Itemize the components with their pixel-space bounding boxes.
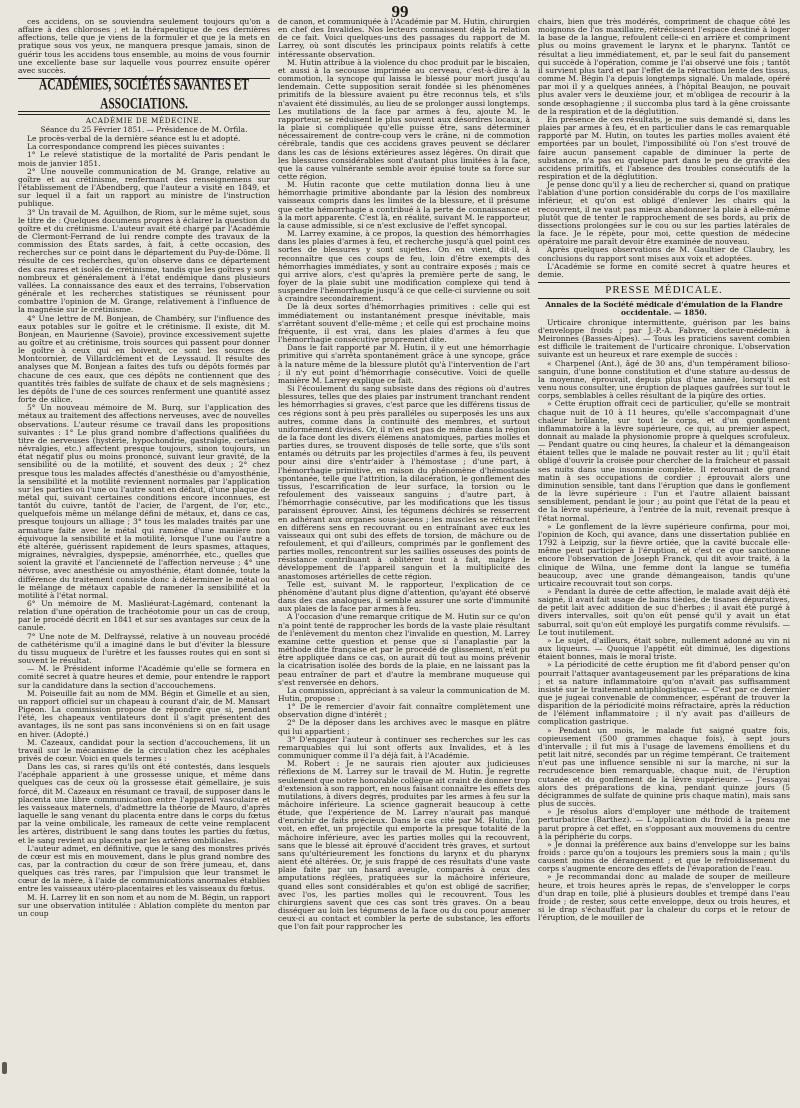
paragraph: M. Larrey examine, à ce propos, la question des hémorrhagies dans les plaies d'armes à feu, et recherche jusqu'à quel point ces sortes de blessures y sont sujettes. On en vient, dit-il, à reconnaître que ces coups de feu, loin d'être exempts des hémorrhagies immédiates, y sont au contraire exposés ; mais ce qui arrive alors, c'est qu'après la première perte de sang, le foyer de la plaie subit une modification complexe qui tend à suspendre l'hémorrhagie jusqu'à ce que celle-ci survienne ou soit à craindre secondairement. <box>278 229 530 304</box>
section-heading-academies: ACADÉMIES, SOCIÉTÉS SAVANTES ET ASSOCIATIONS. <box>39 77 249 113</box>
section-rule <box>538 282 790 283</box>
paragraph: 1° De le remercier d'avoir fait connaître complètement une observation digne d'intérêt ; <box>278 702 530 720</box>
paragraph: — M. le Président informe l'Académie qu'elle se formera en comité secret à quatre heures et demie, pour entendre le rapport sur la candidature dans la section d'accouchemens. <box>18 664 270 690</box>
paragraph: Dans le fait rapporté par M. Hutin, il y eut une hémorrhagie primitive qui s'arrêta spontanément grâce à une syncope, grâce à la nature même de la blessure plutôt qu'à l'intervention de l'art ; il n'y eut point d'hémorrhagie consécutive. Voici de quelle manière M. Larrey explique ce fait. <box>278 343 530 385</box>
paragraph: 3° D'engager l'auteur à continuer ses recherches sur les cas remarquables qui lui sont offerts aux Invalides, et à les communiquer comme il l'a déjà fait, à l'Académie. <box>278 734 530 761</box>
paragraph: » Cette éruption offrait ceci de particulier, qu'elle se montrait chaque nuit de 10 à 11 heures, qu'elle s'accompagnait d'une chaleur brûlante, sur tout le corps, et d'un gonflement inflammatoire à la lèvre supérieure, ce qui, au premier aspect, donnait au malade la physionomie propre à quelques scrofuleux. — Pendant quatre ou cinq heures, la chaleur et la démangeaison étaient telles que le malade ne pouvait rester au lit ; qu'il était obligé d'ouvrir la croisée pour chercher de la fraîcheur et passait ses nuits dans une insomnie complète. Il retournait de grand matin à ses occupations de cordier ; éprouvait alors une diminution sensible, tant dans l'éruption que dans le gonflement de la lèvre supérieure : l'un et l'autre allaient baissant sensiblement, pendant le jour ; au point que l'état de la peau et de la lèvre supérieure, à l'entrée de la nuit, revenait presque à l'état normal. <box>538 399 790 523</box>
paragraph: 3° Un travail de M. Aguilhon, de Riom, sur le même sujet, sous le titre de : Quelques documens propres à éclairer la question du goître et du crétinisme. L'auteur avait été chargé par l'Académie de Clermont-Ferrand de lui rendre compte des travaux de la commission des États sardes, à fait, à cette occasion, des recherches sur ce point dans le département du Puy-de-Dôme. Il résulte de ces recherches, qu'on observe dans ce département des cas rares et isolés de crétinisme, tandis que les goîtres y sont nombreux et généralement à l'état endémique dans plusieurs vallées. La connaissance des eaux et des terrains, l'observation générale et les recherches statistiques se réunissent pour combattre l'opinion de M. Grange, relativement à l'influence de la magnésie sur le crétinisme. <box>18 207 270 315</box>
column-1 <box>18 18 270 1098</box>
paragraph: Je pense donc qu'il y a lieu de rechercher si, quand on pratique l'ablation d'une portion considérable du corps de l'os maxillaire inférieur, et qu'on est obligé d'enlever les chairs qui la recouvrent, il ne vaut pas mieux abandonner la plaie à elle-même plutôt que de tenter le rapprochement de ses bords, au prix de dissections prolongées sur le cou ou sur les parties latérales de la face. Je le répète, pour moi, cette question de médecine opératoire me paraît devoir être examinée de nouveau. <box>538 180 790 247</box>
paragraph: M. H. Larrey lit en son nom et au nom de M. Bégin, un rapport sur une observation intitulée : Ablation complète du menton par un coup <box>18 892 270 918</box>
paragraph: 6° Un mémoire de M. Masliéurat-Lagémard, contenant la relation d'une opération de trachéotomie pour un cas de croup, par le procédé décrit en 1841 et sur ses avantages sur ceux de la canule. <box>18 599 270 633</box>
paragraph: » Pendant la durée de cette affection, le malade avait déjà été saigné, il avait fait usage de bains tièdes, de tisanes dépuratives, de petit lait avec addition de suc d'herbes ; il avait été purgé à divers intervalles, soit qu'on eût pensé qu'il y avait un état saburral, soit qu'on eût employé les purgatifs comme révulsifs. — Le tout inutilement. <box>538 586 790 637</box>
paragraph: 2° De la déposer dans les archives avec le masque en plâtre qui lui appartient ; <box>278 718 530 736</box>
paragraph: Le procès-verbal de la dernière séance est lu et adopté. <box>27 134 241 144</box>
column-3 <box>538 18 790 1098</box>
column-2 <box>278 18 530 1098</box>
paragraph: M. Hutin raconte que cette mutilation donna lieu à une hémorrhagie primitive abondante par la lésion des nombreux vaisseaux compris dans les limites de la blessure, et il présume que cette hémorrhagie a contribué à la perte de connaissance et à la mort apparente. C'est là, en réalité, suivant M. le rapporteur, la cause admissible, si ce n'est exclusive de l'effet syncopal. <box>278 180 530 230</box>
paragraph: » Le sujet, d'ailleurs, était sobre, nullement adonné au vin ni aux liqueurs. — Quoique l'appétit eût diminué, les digestions étaient bonnes, mais le moral triste. <box>538 635 790 662</box>
paragraph: L'Académie se forme en comité secret à quatre heures et demie. <box>538 261 790 279</box>
paragraph: » Je recommandai donc au malade de souper de meilleure heure, et trois heures après le repas, de s'envelopper le corps d'un drap en toile, plié à plusieurs doubles et trempé dans l'eau froide ; de rester, sous cette enveloppe, deux ou trois heures, et si le drap s'échauffait par la chaleur du corps et le retour de l'éruption, de le mouiller de <box>538 872 790 923</box>
paragraph: 4° Une lettre de M. Bonjean, de Chambéry, sur l'influence des eaux potables sur le goître et le crétinisme. Il existe, dit M. Bonjean, en Maurienne (Savoie), province excessivement sujette au goître et au crétinisme, trois sources qui passent pour donner le goître à ceux qui en boivent, ce sont les sources de Montcornier, de Villardclément et de Leyssaud. Il résulte des analyses que M. Bonjean a faites des tufs ou dépôts formés par chacune de ces eaux, que ces dépôts ne contiennent que des quantités très faibles de sulfate de chaux et de sels magnésiens ; les dépôts de l'une de ces sources renferment une quantité assez forte de silice. <box>18 313 270 405</box>
paragraph: » Je résolus alors d'employer une méthode de traitement perturbatrice (Barthez). — L'application du froid à la peau me parut propre à cet effet, en s'opposant aux mouvemens du centre à la périphérie du corps. <box>538 807 790 841</box>
paragraph: 7° Une note de M. Delfrayssé, relative à un nouveau procédé de cathétérisme qu'il a imaginé dans le but d'éviter la blessure du tissu muqueux de l'urètre et les fausses routes qui en sont si souvent le résultat. <box>18 631 270 666</box>
paragraph: Telle est, suivant M. le rapporteur, l'explication de ce phénomène d'autant plus digne d'attention, qu'ayant été observé dans des cas analogues, il semble assurer une sorte d'immunité aux plaies de la face par armes à feu. <box>278 579 530 614</box>
section-rule <box>538 298 790 299</box>
paragraph: chairs, bien que très modérés, compriment de chaque côté les moignons de l'os maxillaire, rétrécissent l'espace destiné à loger la base de la langue, refoulent celle-ci en arrière et compriment plus ou moins gravement le larynx et le pharynx. Tantôt ce résultat a lieu immédiatement, et, par le seul fait du pansement qui succède à l'opération, comme je l'ai observé une fois ; tantôt il survient plus tard et par l'effet de la rétraction lente des tissus, comme M. Bégin l'a depuis longtemps signalé. Un malade, opéré par moi il y a quelques années, à l'hôpital Beaujon, ne pouvait plus avaler vers le deuxième jour, et m'obligea de recourir à la sonde œsophagienne ; il succomba plus tard à la gêne croissante de la respiration et de la déglutition. <box>538 18 790 116</box>
academy-name: ACADÉMIE DE MÉDECINE. <box>85 116 203 126</box>
paragraph: La correspondance comprend les pièces suivantes : <box>27 142 225 152</box>
paragraph: ces accidens, on se souviendra seulement toujours qu'on a affaire à des chloroses ; et la thérapeutique de ces dernières affections, telle que je viens de la formuler et que je la mets en pratique sous vos yeux, ne manquera presque jamais, sinon de guérir tous les accidens tous ensemble, au moins de vous fournir une excellente base sur laquelle vous pourrez ensuite opérer avec succès. <box>18 18 270 75</box>
paragraph: 1° Le relevé statistique de la mortalité de Paris pendant le mois de janvier 1851. <box>18 150 270 168</box>
paragraph: En présence de ces résultats, je me suis demandé si, dans les plaies par armes à feu, et en particulier dans le cas remarquable rapporté par M. Hutin, on toutes les parties molles avaient été emportées par un boulet, l'impossibilité où l'on s'est trouvé de faire aucun pansement capable de diminuer la perte de substance, n'a pas eu quelque part dans le peu de gravité des accidens primitifs, et l'absence des troubles consécutifs de la respiration et de la déglutition. <box>538 114 790 181</box>
paragraph: Dans les cas, si rares qu'ils ont été contestés, dans lesquels l'acéphale apparient à une grossesse unique, et même dans quelques cas de ceux où la grossesse était gémellaire, je suis forcé, dit M. Cazeaux en résumant ce travail, de supposer dans le placenta une libre communication entre l'appareil vasculaire et les vaisseaux maternels, d'admettre la théorie de Mauro, d'après laquelle le sang venant du placenta entre dans le corps du fœtus par la veine ombilicale, les rameaux de cette veine remplacent les artères, distribuent le sang dans toutes les parties du fœtus, et le sang revient au placenta par les artères ombilicales. <box>18 762 270 845</box>
ink-mark <box>2 1062 7 1074</box>
paragraph: 2° Une nouvelle communication de M. Grange, relative au goître et au crétinisme, renfermant des renseignemens sur l'établissement de l'Abendberg, que l'auteur a visité en 1849, et sur lequel il a fait un rapport au ministre de l'instruction publique. <box>18 166 270 209</box>
paragraph: A l'occasion d'une remarque critique de M. Hutin sur ce qu'on n'a point tenté de rapprocher les bords de la vaste plaie résultant de l'enlèvement du menton chez l'invalide en question, M. Larrey examine cette question et pense que si l'anaplastie par la méthode dite française et par le procédé de glissement, n'eût pu être appliquée dans ce cas, on aurait dû tout au moins prévenir la cicatrisation isolée des bords de la plaie, en ne laissant pas la peau entraîner de part et d'autre la membrane muqueuse qui s'est renversée en dehors. <box>278 612 530 687</box>
paragraph: L'auteur admet, en définitive, que le sang des monstres privés de cœur est mis en mouvement, dans le plus grand nombre des cas, par la contraction du cœur de son frère jumeau, et, dans quelques cas très rares, par l'impulsion que leur transmet le cœur de la mère, à l'aide de communications anormales établies entre les vaisseaux utéro-placentaires et les vaisseaux du fœtus. <box>18 843 270 894</box>
paragraph: M. Cazeaux, candidat pour la section d'accouchemens, lit un travail sur le mécanisme de la circulation chez les acéphales privés de cœur. Voici en quels termes : <box>18 737 270 763</box>
paragraph: La commission, appréciant à sa valeur la communication de M. Hutin, propose : <box>278 685 530 703</box>
paragraph: Urticaire chronique intermittente, guérison par les bains d'enveloppe froids ; par J.-P.-A. Fabvre, docteur-médecin à Meironnes (Basses-Alpes). — Tous les praticiens savent combien est difficile le traitement de l'urticaire chronique. L'observation suivante est un heureux et rare exemple de succès : <box>538 317 790 360</box>
columns <box>18 18 790 1098</box>
paragraph: » Le gonflement de la lèvre supérieure confirma, pour moi, l'opinion de Koch, qui avance, dans une dissertation publiée en 1792 à Leipzig, sur la fièvre ortiée, que la cavité buccale elle-même peut participer à l'éruption, et c'est ce que sanctionne encore l'observation de Joseph Franck, qui dit avoir traité, à la clinique de Wilna, une femme dont la langue se tuméfia beaucoup, avec une grande démangeaison, tandis qu'une urticaire recouvrait tout son corps. <box>538 521 790 588</box>
page-number: 99 <box>391 2 409 21</box>
section-heading-press: PRESSE MÉDICALE. <box>605 284 723 296</box>
paragraph: Si l'écoulement du sang subsiste dans des régions où d'autres blessures, telles que des plaies par instrument tranchant rendent les hémorrhagies si graves, c'est parce que les différens tissus de ces régions sont à peu près paralléles ou superposés les uns aux autres, comme dans la continuité des membres, et surtout uniformément divisés. Or, il n'en est pas de même dans la région de la face dont les divers élémens anatomiques, parties molles et parties dures, se trouvent disposés de telle sorte, que s'ils sont entamés ou détruits par les projectiles d'armes à feu, ils peuvent pour ainsi dire s'entr'aider à l'hémostase ; d'une part, à l'hémorrhagie primitive, en raison du phénomène d'hémostasie spontanée, telle que l'attrition, la dilacération, le gonflement des tissus, l'escarrification de leur surface, la torsion ou le refoulement des vaisseaux sanguins ; d'autre part, à l'hémorrhagie consécutive, par les modifications que les tissus paraissent éprouver. Ainsi, les tégumens déchirés se resserrent en adhérant aux organes sous-jacens ; les muscles se rétractent en différens sens en recouvrant ou en entraînant avec eux les vaisseaux qui ont subi des effets de torsion, de mâchure ou de refoulement, et qui d'ailleurs, comprimés par le gonflement des parties molles, rencontrent sur les saillies osseuses des points de résistance contribuant à oblitérer tout à fait, malgré le développement de l'appareil sanguin et la multiplicité des anastomoses artérielles de cette région. <box>278 384 530 581</box>
paragraph: Après quelques observations de M. Gaultier de Claubry, les conclusions du rapport sont mises aux voix et adoptées. <box>538 245 790 263</box>
paragraph: de canon, et communiquée à l'Académie par M. Hutin, chirurgien en chef des Invalides. Nos lecteurs connaissent déjà la relation de ce fait. Voici quelques-uns des passages du rapport de M. Larrey, où sont discutés les principaux points relatifs à cette intéressante observation. <box>278 18 530 59</box>
paragraph: M. Poiseuille fait au nom de MM. Bégin et Gimelle et au sien, un rapport officiel sur un chapeau à courant d'air, de M. Mansart Pigeon. La commission propose de répondre que si, pendant l'été, les chapeaux ventilateurs dont il s'agit présentent des avantages, ils ne sont pas sans inconvéniens si on en fait usage en hiver. (Adopté.) <box>18 688 270 739</box>
paragraph: M. Robert : Je ne saurais rien ajouter aux judicieuses réflexions de M. Larrey sur le travail de M. Hutin. Je regrette seulement que notre honorable collègue ait craint de donner trop d'extension à son rapport, en nous faisant connaître les effets des mutilations, à divers degrés, produites par les armes à feu sur la mâchoire inférieure. La science gagnerait beaucoup à cette étude, que l'expérience de M. Larrey n'aurait pas manqué d'enrichir de faits précieux. Dans le cas cité par M. Hutin, l'on voit, en effet, un projectile qui emporte la presque totalité de la mâchoire inférieure, avec les parties molles qui la recouvrent, sans que le blessé ait éprouvé d'accident très graves, et surtout sans qu'ultérieurement les fonctions du larynx et du pharynx aient été altérées. Or, je suis frappé de ces résultats d'une vaste plaie faite par un hasard aveugle, comparés à ceux des amputations réglées, pratiquées sur la mâchoire inférieure, quand elles sont considérables et qu'on est obligé de sacrifier, avec l'os, les parties molles qui le recouvrent. Tous les chirurgiens savent que ces cas sont très graves. On a beau disséquer au loin les tégumens de la face ou du cou pour amener ceux-ci au contact et combler la perte de substance, les efforts que l'on fait pour rapprocher les <box>278 759 530 932</box>
paragraph: « Charpenel (Ant.), âgé de 30 ans, d'un tempérament bilioso-sanguin, d'une bonne constitution et d'une stature au-dessus de la moyenne, éprouvait, depuis plus d'une année, lorsqu'il est venu nous consulter, une éruption de plaques gaufrées sur tout le corps, semblables à celles résultant de la piqûre des orties. <box>538 358 790 401</box>
paragraph: » La périodicité de cette éruption me fit d'abord penser qu'on pourrait l'attaquer avantageusement par les préparations de kina ; et sa nature inflammatoire qu'on n'avait pas suffisamment insisté sur le traitement antiphlogistique. — C'est par ce dernier que je jugeai convenable de commencer, espérant de trouver la disparition de la périodicité moins réfractaire, après la réduction de l'élément inflammatoire ; il n'y avait pas d'ailleurs de complication gastrique. <box>538 660 790 727</box>
paragraph: 5° Un nouveau mémoire de M. Burq, sur l'application des métaux au traitement des affections nerveuses, avec de nouvelles observations. L'auteur résume ce travail dans les propositions suivantes : 1° Le plus grand nombre d'affections qualifiées du titre de nerveuses (hystérie, hypochondrie, gastralgie, certaines névralgies, etc.) affectent presque toujours, sinon toujours, un état négatif plus ou moins prononcé, suivant leur gravité, de la sensibilité ou de la motilité, et souvent des deux ; 2° chez presque tous les malades affectés d'anesthésie ou d'amyosthénie, la sensibilité et la motilité reviennent normales par l'application sur les parties où l'une ou l'autre sont en défaut, d'une plaque de métal qui, suivant certaines conditions encore inconnues, est tantôt du cuivre, tantôt de l'acier, de l'argent, de l'or, etc., quelquefois même un mélange défini de métaux, et, dans ce cas, presque toujours un alliage ; 3° tous les malades traités par une armature faite avec le métal qui ramène d'une manière non équivoque la sensibilité et la motilité, lorsque l'une ou l'autre a été altérée, guérissent rapidement de leurs spasmes, attaques, migraines, névralgies, dyspepsie, aménorrhée, etc., quelles que soient la gravité et l'ancienneté de l'affection nerveuse ; 4° une névrose, avec anesthésie ou amyosthénie, étant donnée, toute la différence du traitement consiste donc à déterminer le métal ou le mélange de métaux capable de ramener la sensibilité et la motilité à l'état normal. <box>18 403 270 600</box>
annales-title: Annales de la Société médicale d'émulation de la Flandre occidentale. — 1850. <box>545 300 783 318</box>
paragraph: » Je donnai la préférence aux bains d'enveloppe sur les bains froids : parce qu'on a toujours les premiers sous la main ; qu'ils causent moins de dérangement ; et que le refroidissement du corps s'augmente encore des effets de l'évaporation de l'eau. <box>538 839 790 874</box>
session-info: Séance du 25 Février 1851. — Présidence de M. Orfila. <box>40 125 248 135</box>
paragraph: » Pendant un mois, le malade fut saigné quatre fois, copieusement (500 grammes chaque fois), à sept jours d'intervalle ; il fut mis à l'usage de lavemens émolliens et du petit lait nitré, secondés par un régime tempérant. Ce traitement n'eut pas une influence sensible ni sur la marche, ni sur la recrudescence bien remarquable, chaque nuit, de l'éruption cutanée et du gonflement de la lèvre supérieure. — J'essayai alors des préparations de kina, pendant quinze jours (5 décigrammes de sulfate de quinine pris chaque matin), mais sans plus de succès. <box>538 725 790 809</box>
paragraph: M. Hutin attribue à la violence du choc produit par le biscaïen, et aussi à la secousse imprimée au cerveau, c'est-à-dire à la commotion, la syncope qui laissa le blessé pour mort jusqu'au lendemain. Cette supposition serait fondée si les phénomènes primitifs de la blessure avaient pu être reconnus tels, et s'ils n'avaient été dissimulés, au lieu de se prolonger aussi longtemps. Les mutilations de la face par armes à feu, ajoute M. le rapporteur, se réduisent le plus souvent aux désordres locaux, à la plaie si compliquée qu'elle puisse être, sans déterminer nécessairement de contre-coup vers le crâne, ni de commotion cérébrale, tandis que ces accidens graves peuvent se déclarer dans les cas de lésions extérieures assez légères. On dirait que les blessures considérables sont d'autant plus limitées à la face, que la cause vulnérante semble avoir épuisé toute sa force sur cette région. <box>278 57 530 181</box>
paragraph: De là deux sortes d'hémorrhagies primitives : celle qui est immédiatement ou instantanément presque inévitable, mais s'arrêtant souvent d'elle-même ; et celle qui est prochaine moins fréquente, il est vrai, dans les plaies d'armes à feu que l'hémorrhagie consécutive proprement dite. <box>278 302 530 345</box>
